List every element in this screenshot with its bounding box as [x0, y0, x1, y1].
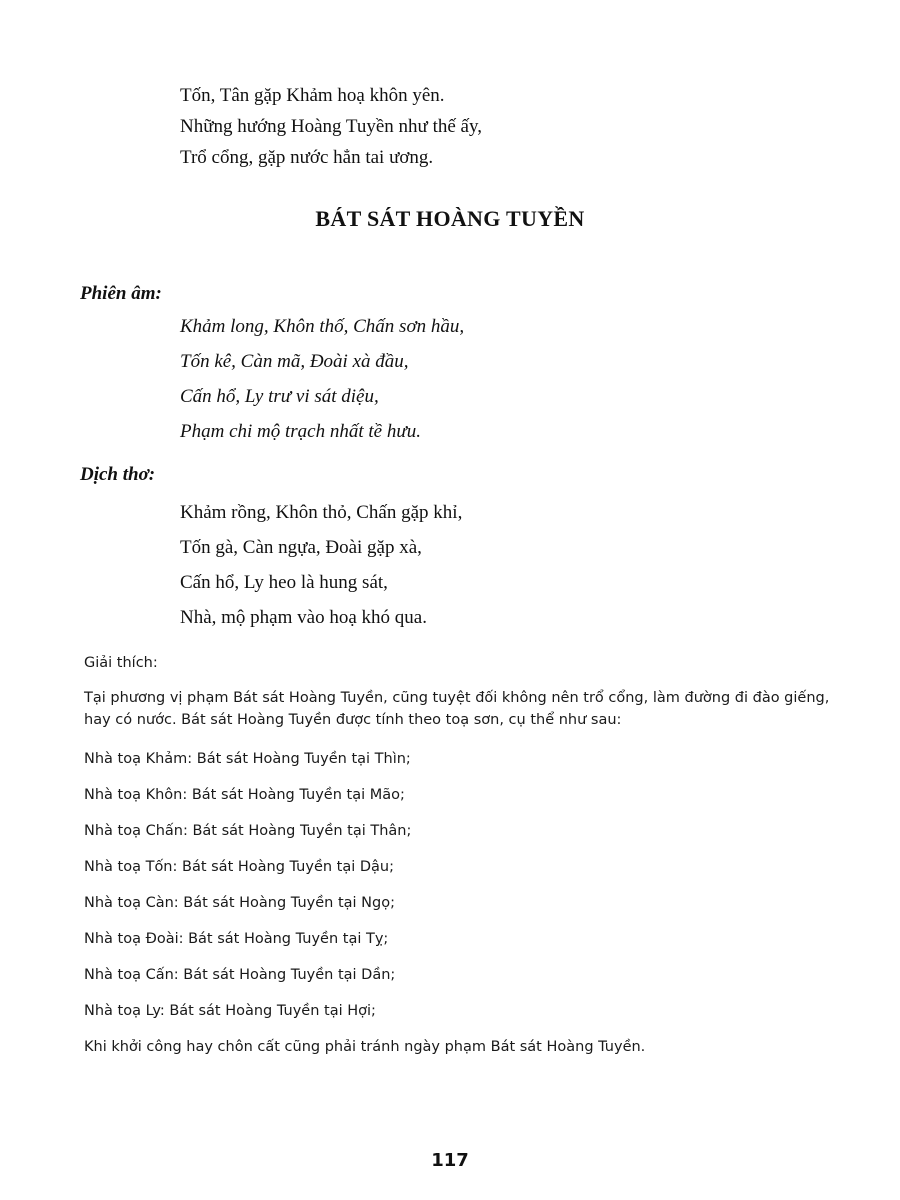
poem-line: Phạm chi mộ trạch nhất tề hưu. — [180, 421, 421, 442]
explanation-item: Nhà toạ Tốn: Bát sát Hoàng Tuyền tại Dậu; — [84, 859, 395, 875]
explanation-intro: Tại phương vị phạm Bát sát Hoàng Tuyền, cũng tuyệt đối không nên trổ cổng, làm đường đi đào giếng, hay có nước. Bát sát Hoàng Tuyền được tính theo toạ sơn, cụ thể như sau: — [84, 690, 830, 728]
poem-line: Khảm rồng, Khôn thỏ, Chấn gặp khỉ, — [180, 502, 463, 523]
explanation-item: Nhà toạ Cấn: Bát sát Hoàng Tuyền tại Dần; — [84, 967, 396, 983]
explanation-item: Nhà toạ Càn: Bát sát Hoàng Tuyền tại Ngọ; — [84, 895, 395, 911]
dich-tho-poem — [180, 495, 462, 635]
explanation-section — [62, 655, 842, 1065]
explanation-item: Nhà toạ Khôn: Bát sát Hoàng Tuyền tại Mão; — [84, 787, 405, 803]
explanation-item: Nhà toạ Khảm: Bát sát Hoàng Tuyền tại Thìn; — [84, 751, 411, 767]
poem-line: Cấn hổ, Ly heo là hung sát, — [180, 572, 388, 593]
section-title: BÁT SÁT HOÀNG TUYỀN — [315, 206, 585, 231]
poem-line: Tốn gà, Càn ngựa, Đoài gặp xà, — [180, 537, 422, 558]
explanation-item: Nhà toạ Chấn: Bát sát Hoàng Tuyền tại Thân; — [84, 823, 412, 839]
verse-line: Trổ cổng, gặp nước hẳn tai ương. — [180, 147, 434, 168]
explanation-heading: Giải thích: — [84, 655, 158, 671]
explanation-item: Khi khởi công hay chôn cất cũng phải tránh ngày phạm Bát sát Hoàng Tuyền. — [84, 1039, 646, 1055]
poem-line: Tốn kê, Càn mã, Đoài xà đầu, — [180, 351, 409, 372]
poem-line: Cấn hổ, Ly trư vi sát diệu, — [180, 386, 379, 407]
dich-tho-label: Dịch thơ: — [80, 464, 156, 485]
page-number: 117 — [431, 1150, 469, 1171]
explanation-item: Nhà toạ Đoài: Bát sát Hoàng Tuyền tại Tỵ; — [84, 931, 389, 947]
verse-continuation — [180, 80, 482, 173]
phien-am-label: Phiên âm: — [80, 283, 162, 304]
poem-line: Khảm long, Khôn thố, Chấn sơn hầu, — [180, 316, 465, 337]
verse-line: Tốn, Tân gặp Khảm hoạ khôn yên. — [180, 85, 445, 106]
explanation-item: Nhà toạ Ly: Bát sát Hoàng Tuyền tại Hợi; — [84, 1003, 376, 1019]
phien-am-poem — [180, 309, 464, 449]
verse-line: Những hướng Hoàng Tuyền như thế ấy, — [180, 116, 483, 137]
poem-line: Nhà, mộ phạm vào hoạ khó qua. — [180, 607, 427, 628]
